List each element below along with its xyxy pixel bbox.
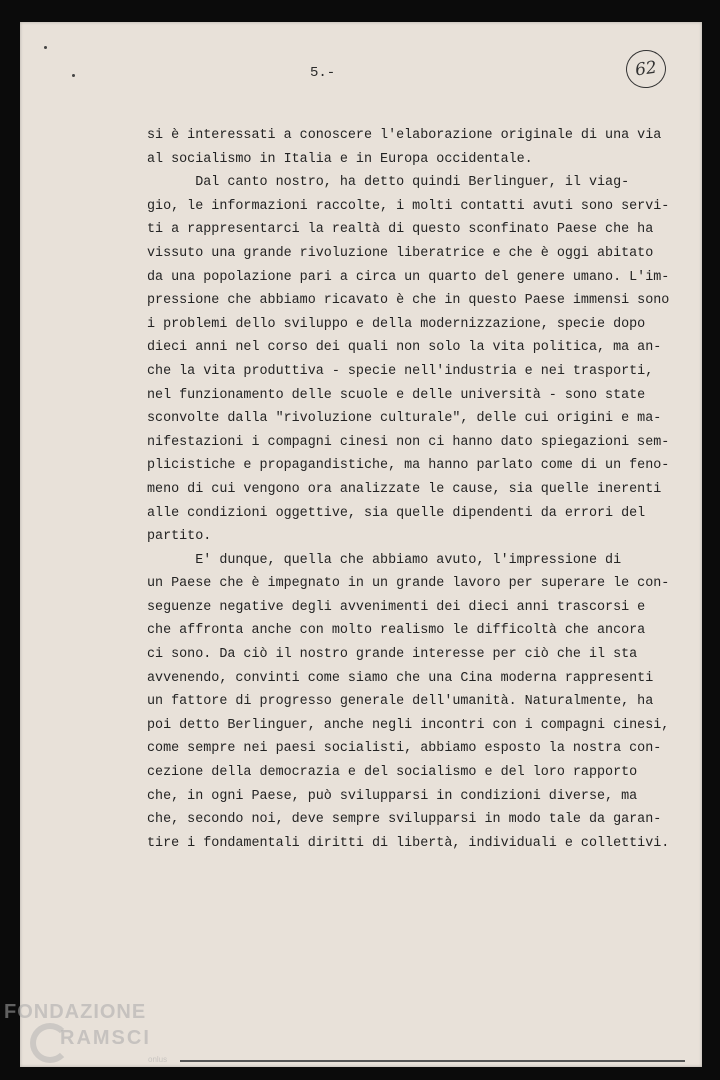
text-line: ci sono. Da ciò il nostro grande interesse per ciò che il sta (147, 647, 638, 663)
text-line: un Paese che è impegnato in un grande lavoro per superare le con- (147, 576, 670, 592)
text-line: dieci anni nel corso dei quali non solo la vita politica, ma an- (147, 340, 662, 356)
text-line: cezione della democrazia e del socialismo e del loro rapporto (147, 765, 638, 781)
text-line: da una popolazione pari a circa un quarto del genere umano. L'im- (147, 269, 670, 285)
archive-watermark (0, 995, 190, 1080)
handwritten-folio-number: 62 (624, 47, 669, 90)
text-line: gio, le informazioni raccolte, i molti contatti avuti sono servi- (147, 198, 670, 214)
text-line: Dal canto nostro, ha detto quindi Berlinguer, il viag- (147, 175, 630, 191)
text-line: ti a rappresentarci la realtà di questo sconfinato Paese che ha (147, 222, 654, 238)
body-text (147, 124, 670, 855)
bottom-rule (180, 1060, 685, 1062)
text-line: un fattore di progresso generale dell'umanità. Naturalmente, ha (147, 694, 654, 710)
text-line: che, in ogni Paese, può svilupparsi in condizioni diverse, ma (147, 788, 638, 804)
text-line: E' dunque, quella che abbiamo avuto, l'impressione di (147, 552, 622, 568)
page-number: 5.- (310, 65, 336, 81)
text-line: nifestazioni i compagni cinesi non ci hanno dato spiegazioni sem- (147, 434, 670, 450)
text-line: alle condizioni oggettive, sia quelle dipendenti da errori del (147, 505, 646, 521)
text-line: avvenendo, convinti come siamo che una Cina moderna rappresenti (147, 670, 654, 686)
text-line: partito. (147, 529, 212, 545)
text-line: plicistiche e propagandistiche, ma hanno parlato come di un feno- (147, 458, 670, 474)
text-line: tire i fondamentali diritti di libertà, individuali e collettivi. (147, 835, 670, 851)
watermark-line2: RAMSCI (60, 1027, 151, 1049)
text-line: meno di cui vengono ora analizzate le cause, sia quelle inerenti (147, 481, 662, 497)
text-line: poi detto Berlinguer, anche negli incontri con i compagni cinesi, (147, 717, 670, 733)
margin-mark (44, 46, 47, 49)
text-line: seguenze negative degli avvenimenti dei dieci anni trascorsi e (147, 599, 646, 615)
watermark-line1: FONDAZIONE (4, 1001, 147, 1023)
text-line: vissuto una grande rivoluzione liberatrice e che è oggi abitato (147, 245, 654, 261)
text-line: che la vita produttiva - specie nell'industria e nei trasporti, (147, 363, 654, 379)
watermark-small-text: onlus (148, 1055, 168, 1064)
text-line: che affronta anche con molto realismo le difficoltà che ancora (147, 623, 646, 639)
text-line: come sempre nei paesi socialisti, abbiamo esposto la nostra con- (147, 741, 662, 757)
margin-mark (72, 74, 75, 77)
text-line: i problemi dello sviluppo e della modernizzazione, specie dopo (147, 316, 646, 332)
text-line: nel funzionamento delle scuole e delle università - sono state (147, 387, 646, 403)
text-line: sconvolte dalla "rivoluzione culturale", delle cui origini e ma- (147, 411, 662, 427)
text-line: si è interessati a conoscere l'elaborazione originale di una via (147, 128, 662, 143)
text-line: che, secondo noi, deve sempre svilupparsi in modo tale da garan- (147, 812, 662, 828)
text-line: pressione che abbiamo ricavato è che in questo Paese immensi sono (147, 293, 670, 309)
text-line: al socialismo in Italia e in Europa occidentale. (147, 151, 533, 167)
